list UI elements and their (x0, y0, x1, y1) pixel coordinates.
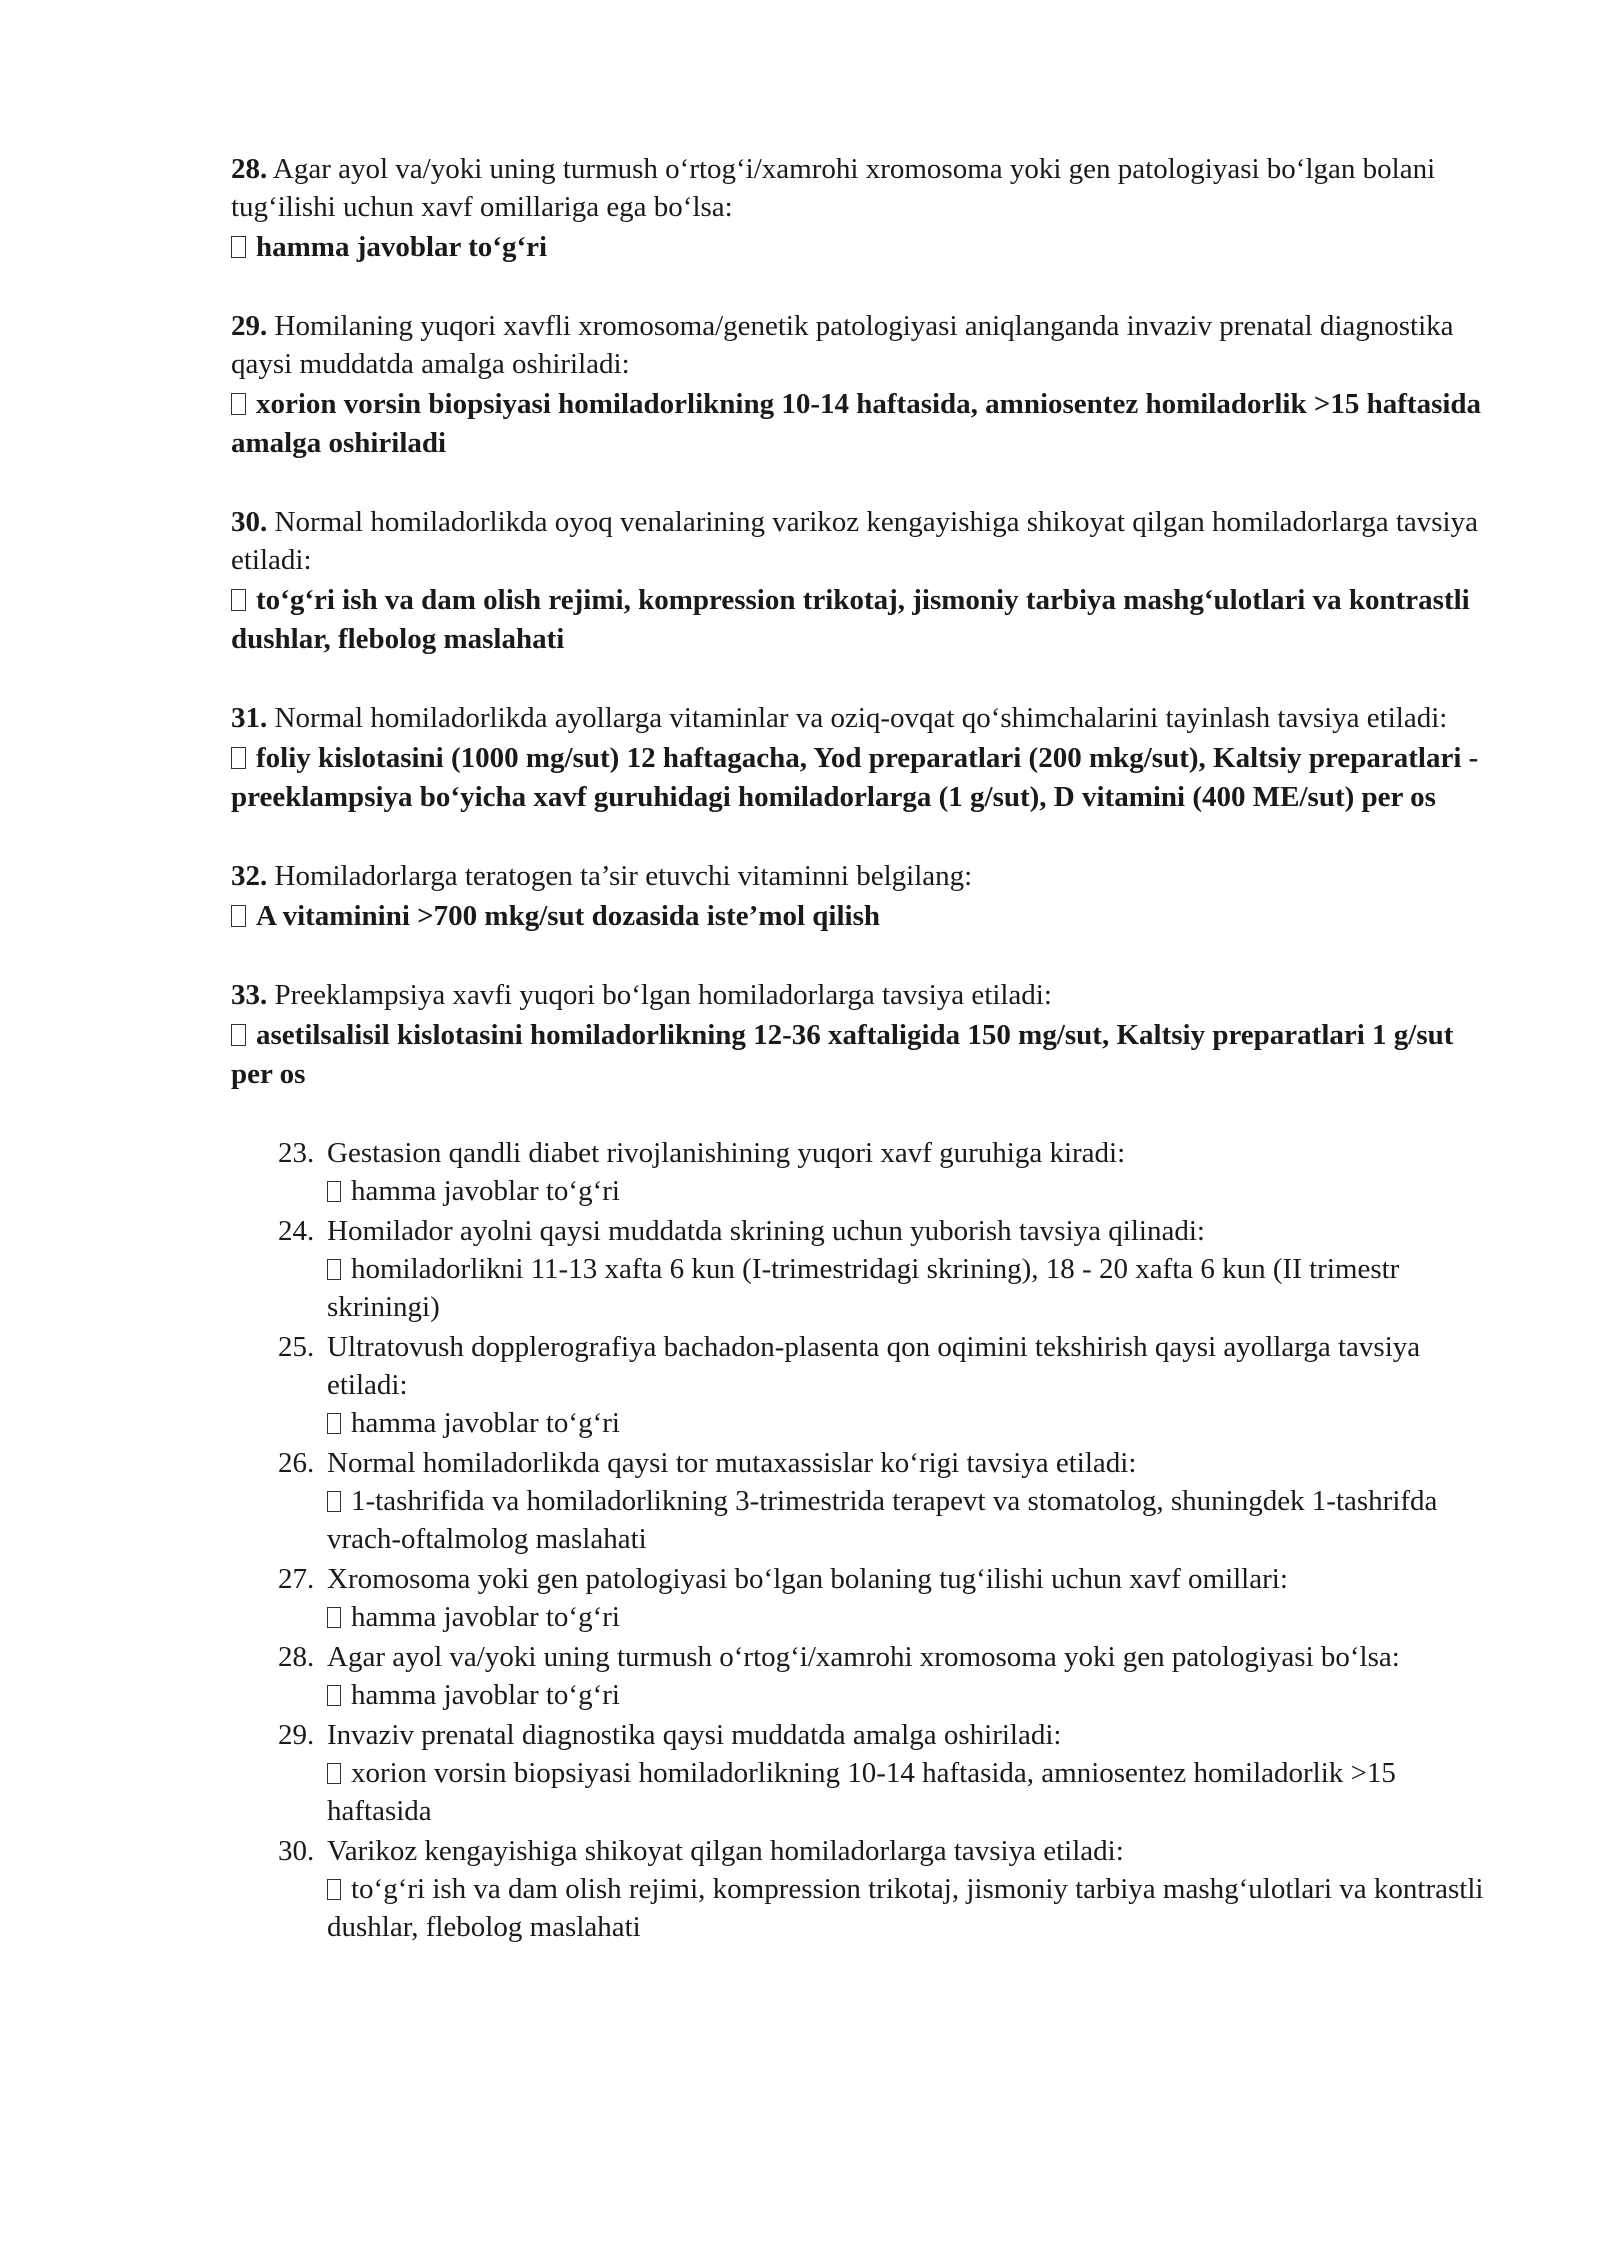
checkbox-glyph-icon (327, 1607, 341, 1628)
question-28 (231, 150, 1501, 267)
list-item-question: Agar ayol va/yoki uning turmush o‘rtog‘i/xamrohi xromosoma yoki gen patologiyasi bo‘lsa: (327, 1641, 1400, 1673)
checkbox-glyph-icon (231, 1024, 246, 1046)
question-32 (231, 857, 1501, 936)
list-item (231, 1560, 1501, 1636)
list-item-question: Gestasion qandli diabet rivojlanishining yuqori xavf guruhiga kiradi: (327, 1137, 1126, 1169)
list-item-number: 25. (278, 1331, 315, 1363)
list-item (231, 1716, 1501, 1830)
checkbox-glyph-icon (327, 1491, 341, 1512)
checkbox-glyph-icon (327, 1259, 341, 1280)
answer-text: xorion vorsin biopsiyasi homiladorlikning 10-14 haftasida, amniosentez homiladorlik >15 haftasida amalga oshiriladi (231, 388, 1482, 459)
question-33 (231, 976, 1501, 1094)
question-number: 30. (231, 506, 268, 538)
list-item-question: Normal homiladorlikda qaysi tor mutaxassislar ko‘rigi tavsiya etiladi: (327, 1447, 1137, 1479)
list-item (231, 1134, 1501, 1210)
answer (231, 1016, 1501, 1094)
checkbox-glyph-icon (231, 589, 246, 611)
list-item-question: Xromosoma yoki gen patologiyasi bo‘lgan bolaning tug‘ilishi uchun xavf omillari: (327, 1563, 1288, 1595)
list-item-question: Homilador ayolni qaysi muddatda skrining uchun yuborish tavsiya qilinadi: (327, 1215, 1205, 1247)
list-item-answer: hamma javoblar to‘g‘ri (351, 1601, 620, 1633)
list-item (231, 1832, 1501, 1946)
checkbox-glyph-icon (327, 1413, 341, 1434)
list-item-answer: 1-tashrifida va homiladorlikning 3-trimestrida terapevt va stomatolog, shuningdek 1-tashrifda vrach-oftalmolog maslahati (327, 1485, 1438, 1555)
list-item-number: 23. (278, 1137, 315, 1169)
question-number: 33. (231, 979, 268, 1011)
answer (231, 581, 1501, 659)
answer (231, 739, 1501, 817)
list-item-answer: hamma javoblar to‘g‘ri (351, 1175, 620, 1207)
checkbox-glyph-icon (327, 1181, 341, 1202)
question-29 (231, 307, 1501, 463)
list-item-number: 27. (278, 1563, 315, 1595)
list-item-number: 30. (278, 1835, 315, 1867)
answer-text: hamma javoblar to‘g‘ri (256, 231, 548, 263)
list-item (231, 1444, 1501, 1558)
list-item-question: Ultratovush dopplerografiya bachadon-plasenta qon oqimini tekshirish qaysi ayollarga tavsiya etiladi: (327, 1331, 1421, 1401)
list-item-question: Invaziv prenatal diagnostika qaysi muddatda amalga oshiriladi: (327, 1719, 1062, 1751)
numbered-question-list (231, 1134, 1501, 1946)
list-item-answer: homiladorlikni 11-13 xafta 6 kun (I-trimestridagi skrining), 18 - 20 xafta 6 kun (II trimestr skriningi) (327, 1253, 1400, 1323)
question-30 (231, 503, 1501, 659)
list-item-number: 28. (278, 1641, 315, 1673)
list-item-answer: hamma javoblar to‘g‘ri (351, 1679, 620, 1711)
question-text: Agar ayol va/yoki uning turmush o‘rtog‘i/xamrohi xromosoma yoki gen patologiyasi bo‘lgan bolani tug‘ilishi uchun xavf omillariga ega bo‘lsa: (231, 153, 1436, 223)
question-number: 28. (231, 153, 268, 185)
answer (231, 385, 1501, 463)
answer (231, 228, 1501, 267)
checkbox-glyph-icon (231, 747, 246, 769)
question-text: Homilaning yuqori xavfli xromosoma/genetik patologiyasi aniqlanganda invaziv prenatal diagnostika qaysi muddatda amalga oshiriladi: (231, 310, 1454, 380)
list-item (231, 1638, 1501, 1714)
list-item-number: 29. (278, 1719, 315, 1751)
checkbox-glyph-icon (327, 1763, 341, 1784)
question-text: Homiladorlarga teratogen ta’sir etuvchi vitaminni belgilang: (274, 860, 973, 892)
question-number: 31. (231, 702, 268, 734)
list-item-number: 26. (278, 1447, 315, 1479)
answer (231, 897, 1501, 936)
answer-text: A vitaminini >700 mkg/sut dozasida iste’mol qilish (256, 900, 881, 932)
answer-text: asetilsalisil kislotasini homiladorlikning 12-36 xaftaligida 150 mg/sut, Kaltsiy preparatlari 1 g/sut per os (231, 1019, 1454, 1090)
checkbox-glyph-icon (231, 905, 246, 927)
question-number: 29. (231, 310, 268, 342)
list-item (231, 1328, 1501, 1442)
question-31 (231, 699, 1501, 817)
checkbox-glyph-icon (327, 1879, 341, 1900)
list-item (231, 1212, 1501, 1326)
question-text: Normal homiladorlikda oyoq venalarining varikoz kengayishiga shikoyat qilgan homiladorlarga tavsiya etiladi: (231, 506, 1478, 576)
list-item-answer: hamma javoblar to‘g‘ri (351, 1407, 620, 1439)
list-item-answer: xorion vorsin biopsiyasi homiladorlikning 10-14 haftasida, amniosentez homiladorlik >15 haftasida (327, 1757, 1396, 1827)
checkbox-glyph-icon (327, 1685, 341, 1706)
list-item-question: Varikoz kengayishiga shikoyat qilgan homiladorlarga tavsiya etiladi: (327, 1835, 1124, 1867)
checkbox-glyph-icon (231, 393, 246, 415)
question-number: 32. (231, 860, 268, 892)
question-text: Normal homiladorlikda ayollarga vitaminlar va oziq-ovqat qo‘shimchalarini tayinlash tavsiya etiladi: (274, 702, 1448, 734)
answer-text: to‘g‘ri ish va dam olish rejimi, kompression trikotaj, jismoniy tarbiya mashg‘ulotlari va kontrastli dushlar, flebolog maslahati (231, 584, 1470, 655)
checkbox-glyph-icon (231, 236, 246, 258)
question-text: Preeklampsiya xavfi yuqori bo‘lgan homiladorlarga tavsiya etiladi: (274, 979, 1052, 1011)
list-item-number: 24. (278, 1215, 315, 1247)
list-item-answer: to‘g‘ri ish va dam olish rejimi, kompression trikotaj, jismoniy tarbiya mashg‘ulotlari va kontrastli dushlar, flebolog maslahati (327, 1873, 1484, 1943)
document-page (231, 150, 1501, 1948)
answer-text: foliy kislotasini (1000 mg/sut) 12 haftagacha, Yod preparatlari (200 mkg/sut), Kaltsiy preparatlari - preeklampsiya bo‘yicha xavf guruhidagi homiladorlarga (1 g/sut), D vitamini (400 ME/sut) per os (231, 742, 1479, 813)
